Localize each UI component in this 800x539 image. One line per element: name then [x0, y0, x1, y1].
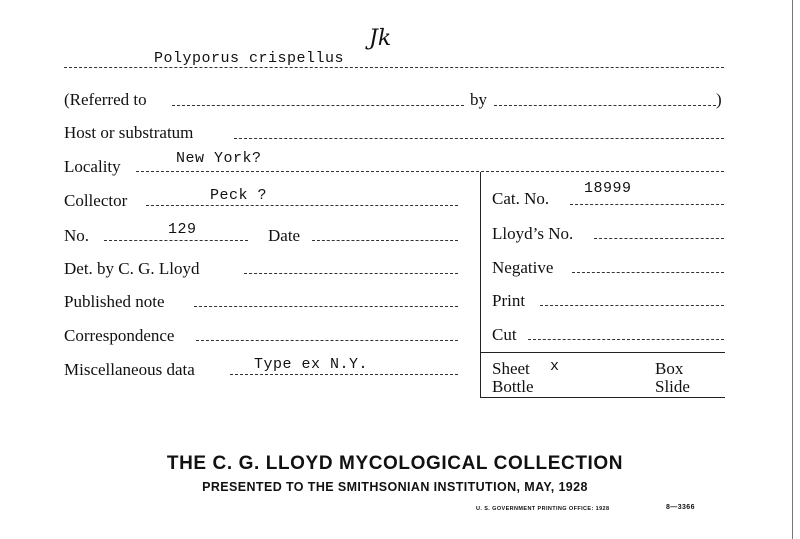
- misc-line: [230, 374, 458, 375]
- by-label: by: [470, 90, 487, 109]
- negative-label: Negative: [492, 258, 554, 277]
- collector-value: Peck ?: [210, 187, 268, 204]
- locality-label: Locality: [64, 157, 121, 176]
- negative-line: [572, 272, 724, 273]
- cat-no-value: 18999: [584, 180, 632, 197]
- no-line: [104, 240, 248, 241]
- box-divider: [480, 352, 725, 353]
- correspondence-label: Correspondence: [64, 326, 175, 345]
- by-line: [494, 105, 716, 106]
- print-line: [540, 305, 724, 306]
- date-line: [312, 240, 458, 241]
- lloyds-no-label: Lloyd’s No.: [492, 224, 574, 243]
- handwritten-annotation: Jk: [369, 26, 392, 51]
- printer-imprint: U. S. GOVERNMENT PRINTING OFFICE: 1928: [476, 506, 610, 512]
- collection-subtitle: PRESENTED TO THE SMITHSONIAN INSTITUTION, MAY, 1928: [202, 480, 588, 494]
- cat-no-label: Cat. No.: [492, 189, 550, 208]
- print-label: Print: [492, 291, 526, 310]
- box-left-border: [480, 172, 481, 398]
- slide-label: Slide: [655, 377, 690, 396]
- cat-no-line: [570, 204, 724, 205]
- misc-value: Type ex N.Y.: [254, 356, 369, 373]
- referred-label: (Referred to: [64, 90, 147, 109]
- sheet-label: Sheet: [492, 359, 530, 378]
- bottle-label: Bottle: [492, 377, 534, 396]
- det-line: [244, 273, 458, 274]
- date-label: Date: [268, 226, 301, 245]
- close-paren: ): [716, 90, 722, 109]
- collector-label: Collector: [64, 191, 128, 210]
- published-label: Published note: [64, 292, 165, 311]
- referred-line: [172, 105, 464, 106]
- box-bottom-border: [480, 397, 725, 398]
- sheet-mark: x: [550, 358, 560, 375]
- cut-line: [528, 339, 724, 340]
- locality-value: New York?: [176, 150, 262, 167]
- box-label: Box: [655, 359, 684, 378]
- locality-line: [136, 171, 724, 172]
- lloyds-no-line: [594, 238, 724, 239]
- species-name: Polyporus crispellus: [154, 50, 345, 67]
- host-line: [234, 138, 724, 139]
- host-label: Host or substratum: [64, 123, 194, 142]
- correspondence-line: [196, 340, 458, 341]
- published-line: [194, 306, 458, 307]
- form-number: 8—3366: [666, 504, 695, 511]
- misc-label: Miscellaneous data: [64, 360, 195, 379]
- species-underline: [64, 67, 724, 68]
- scan-edge: [792, 0, 793, 539]
- no-value: 129: [168, 221, 197, 238]
- collector-line: [146, 205, 458, 206]
- collection-title: THE C. G. LLOYD MYCOLOGICAL COLLECTION: [166, 453, 624, 474]
- det-label: Det. by C. G. Lloyd: [64, 259, 200, 278]
- no-label: No.: [64, 226, 90, 245]
- cut-label: Cut: [492, 325, 517, 344]
